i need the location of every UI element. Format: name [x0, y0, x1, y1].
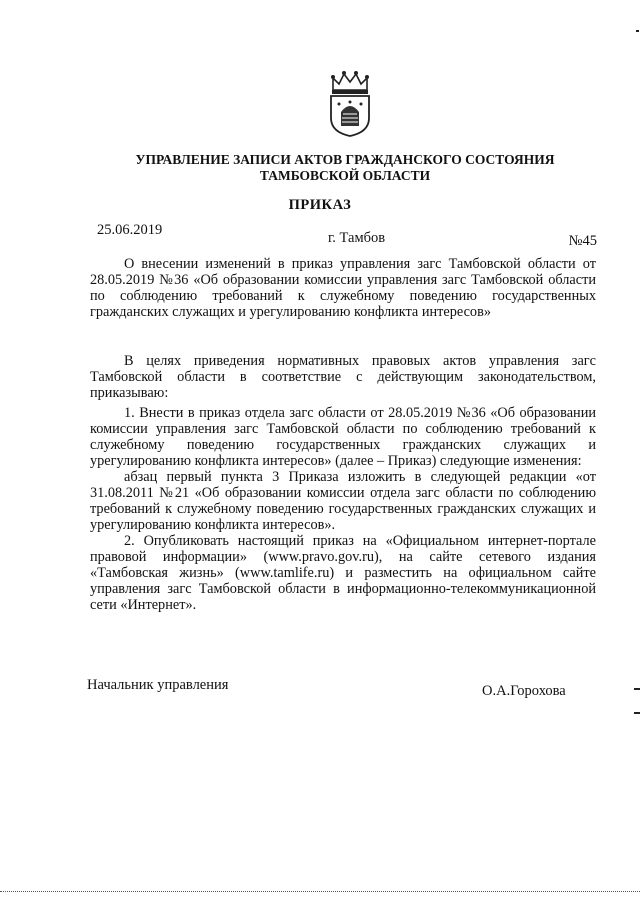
- paragraph-item-2: 2. Опубликовать настоящий приказ на «Официальном интернет-портале правовой информации» (www.pravo.gov.ru), на сайте сетевого издания «Тамбовская жизнь» (www.tamlife.ru) и разместить на официальном сайте управления загс Тамбовской области в информационно-телекоммуникационной сети «Интернет».: [90, 533, 596, 613]
- scan-edge-mark: [636, 30, 639, 32]
- coat-of-arms-icon: [325, 68, 375, 138]
- scan-edge-mark: [634, 688, 640, 690]
- document-number: №45: [568, 233, 597, 249]
- document-date: 25.06.2019: [97, 222, 163, 238]
- paragraph-item-1: 1. Внести в приказ отдела загс области от 28.05.2019 №36 «Об образовании комиссии управления загс Тамбовской области по соблюдению требований к служебному поведению государственных гражданских служащих и урегулированию конфликта интересов» (далее – Приказ) следующие изменения:: [90, 405, 596, 469]
- signatory-name: О.А.Горохова: [482, 683, 566, 699]
- paragraph-amendment: абзац первый пункта 3 Приказа изложить в следующей редакции «от 31.08.2011 №21 «Об образовании комиссии отдела загс области по соблюдению требований к служебному поведению государственных гражданских служащих и урегулированию конфликта интересов».: [90, 469, 596, 533]
- organization-name: УПРАВЛЕНИЕ ЗАПИСИ АКТОВ ГРАЖДАНСКОГО СОСТОЯНИЯ ТАМБОВСКОЙ ОБЛАСТИ: [135, 152, 555, 183]
- scan-edge-mark: [634, 712, 640, 714]
- document-city: г. Тамбов: [328, 230, 386, 246]
- document-body: [90, 353, 596, 613]
- paragraph-preamble: В целях приведения нормативных правовых актов управления загс Тамбовской области в соответствие с действующим законодательством, приказываю:: [90, 353, 596, 401]
- document-type: ПРИКАЗ: [288, 197, 352, 213]
- signatory-position: Начальник управления: [87, 677, 229, 693]
- scan-bottom-edge: [0, 891, 640, 893]
- document-subject: О внесении изменений в приказ управления загс Тамбовской области от 28.05.2019 №36 «Об образовании комиссии управления загс Тамбовской области по соблюдению требований к служебному поведению государственных гражданских служащих и урегулированию конфликта интересов»: [90, 256, 596, 320]
